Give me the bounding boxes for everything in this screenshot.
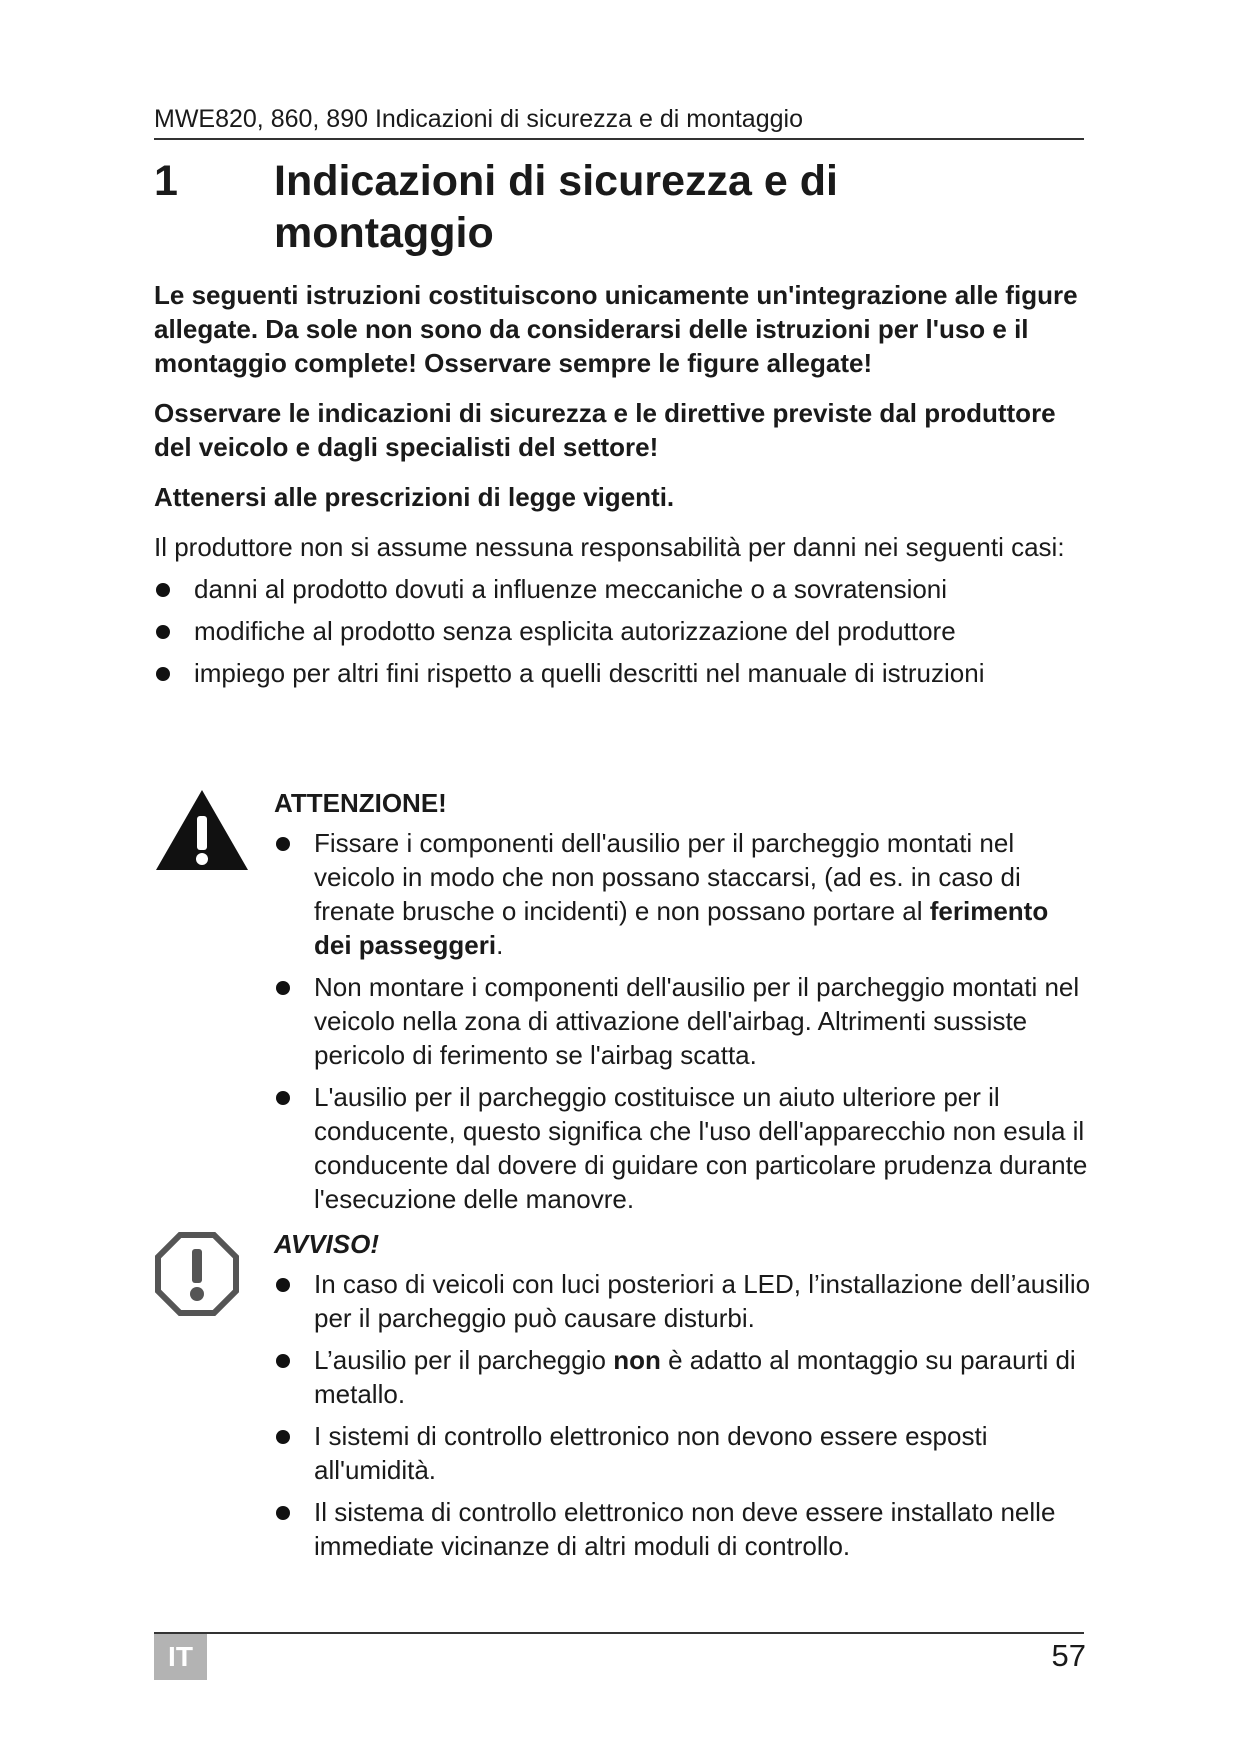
list-item: Il sistema di controllo elettronico non deve essere installato nelle immediate vicinanze di altri moduli di controllo. (274, 1495, 1091, 1563)
list-item: impiego per altri fini rispetto a quelli descritti nel manuale di istruzioni (154, 656, 1091, 690)
list-item: Non montare i componenti dell'ausilio per il parcheggio montati nel veicolo nella zona di attivazione dell'airbag. Altrimenti sussiste pericolo di ferimento se l'airbag scatta. (274, 970, 1091, 1072)
running-header: MWE820, 860, 890 Indicazioni di sicurezza e di montaggio (154, 103, 1084, 140)
section-number: 1 (154, 157, 178, 205)
list-item: modifiche al prodotto senza esplicita autorizzazione del produttore (154, 614, 1091, 648)
language-badge: IT (154, 1634, 207, 1680)
intro-paragraph-3: Attenersi alle prescrizioni di legge vigenti. (154, 482, 675, 512)
notice-item-2-bold: non (613, 1345, 661, 1375)
list-item (274, 826, 1091, 962)
intro-paragraph-4: Il produttore non si assume nessuna responsabilità per danni nei seguenti casi: (154, 532, 1065, 562)
page-number: 57 (1051, 1638, 1086, 1673)
list-item: I sistemi di controllo elettronico non devono essere esposti all'umidità. (274, 1419, 1091, 1487)
section-title-line2: montaggio (274, 209, 494, 257)
attention-list (274, 826, 1091, 1216)
list-item: L'ausilio per il parcheggio costituisce un aiuto ulteriore per il conducente, questo significa che l'uso dell'apparecchio non esula il conducente dal dovere di guidare con particolare prudenza durante l'esecuzione delle manovre. (274, 1080, 1091, 1216)
notice-octagon-icon (154, 1231, 240, 1322)
intro-content (154, 278, 1091, 698)
liability-list (154, 572, 1091, 690)
attention-item-1-bold: ferimento dei passeggeri (314, 896, 1049, 960)
notice-item-2-start: L’ausilio per il parcheggio (314, 1345, 614, 1375)
warning-triangle-icon (154, 786, 250, 879)
attention-item-1-text: Fissare i componenti dell'ausilio per il parcheggio montati nel veicolo in modo che non possano staccarsi, (ad es. in caso di frenate brusche o incidenti) e non possano portare al (314, 828, 1021, 926)
list-item: In caso di veicoli con luci posteriori a LED, l’installazione dell’ausilio per il parcheggio può causare disturbi. (274, 1267, 1091, 1335)
notice-list (274, 1267, 1091, 1563)
section-title (154, 155, 1084, 259)
notice-heading: AVVISO! (274, 1229, 379, 1259)
notice-block (154, 1227, 1091, 1571)
section-title-line1: Indicazioni di sicurezza e di (274, 157, 838, 205)
list-item (274, 1343, 1091, 1411)
attention-block (154, 786, 1091, 1224)
footer-divider (154, 1632, 1084, 1634)
attention-heading: ATTENZIONE! (274, 788, 447, 818)
notice-item-2-end: è adatto al montaggio su paraurti di metallo. (314, 1345, 1076, 1409)
attention-item-1-end: . (496, 930, 504, 960)
list-item: danni al prodotto dovuti a influenze meccaniche o a sovratensioni (154, 572, 1091, 606)
intro-paragraph-2: Osservare le indicazioni di sicurezza e le direttive previste dal produttore del veicolo e dagli specialisti del settore! (154, 398, 1056, 462)
intro-paragraph-1: Le seguenti istruzioni costituiscono unicamente un'integrazione alle figure allegate. Da sole non sono da considerarsi delle istruzioni per l'uso e il montaggio complete! Osservare sempre le figure allegate! (154, 280, 1078, 378)
